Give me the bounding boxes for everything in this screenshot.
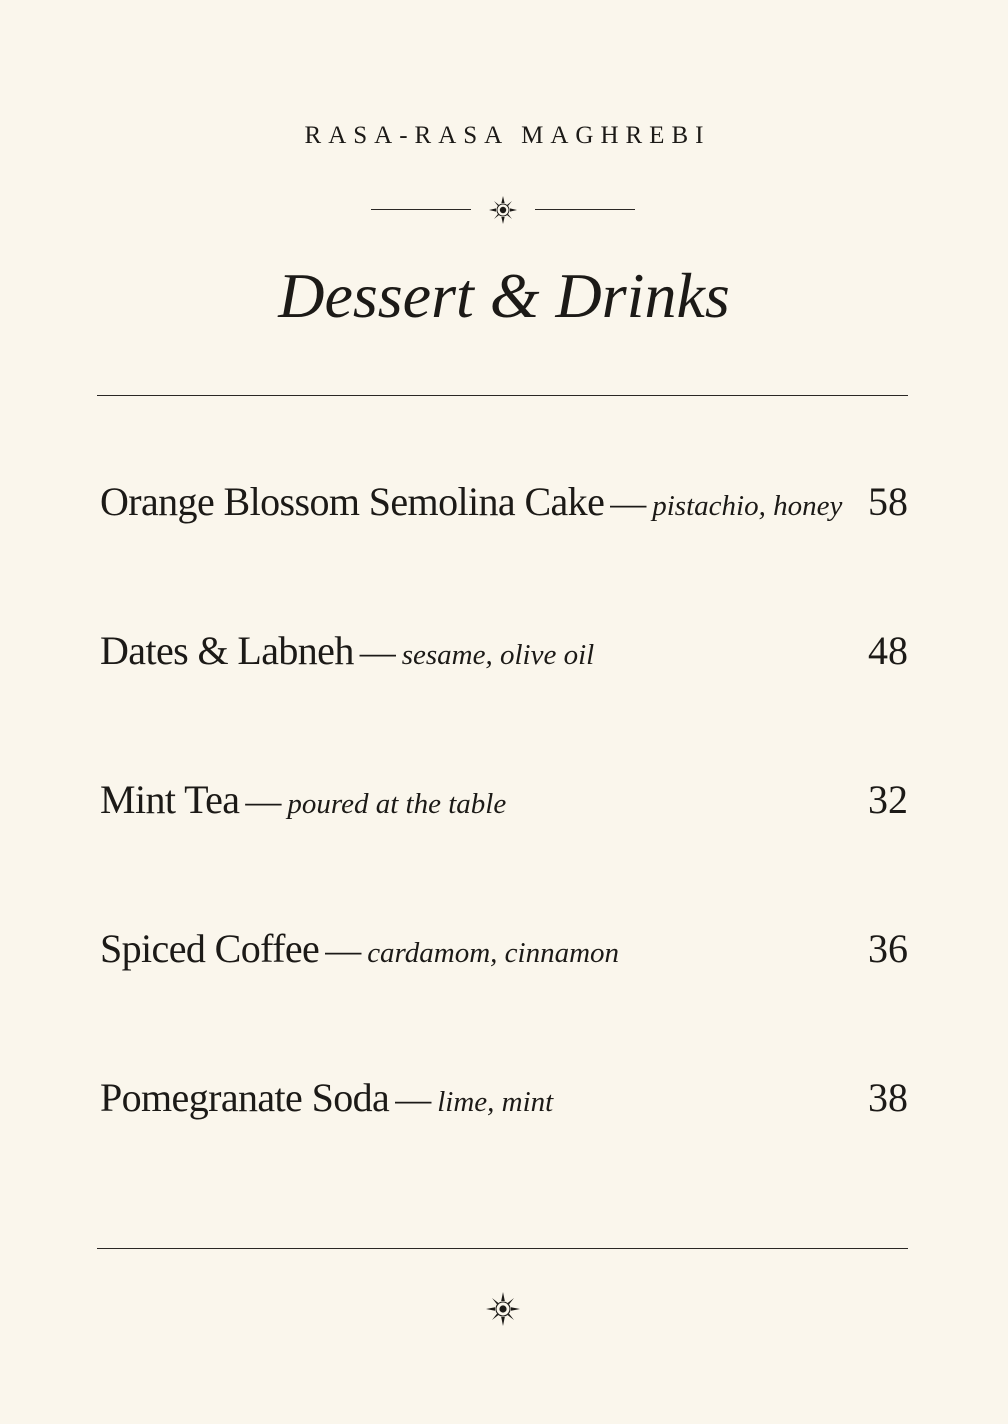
item-name: Orange Blossom Semolina Cake: [100, 479, 605, 524]
item-price: 58: [868, 479, 908, 524]
menu-list: [100, 470, 908, 1215]
item-description: pistachio, honey: [652, 490, 843, 522]
item-dash: —: [359, 632, 396, 672]
item-description: cardamom, cinnamon: [367, 937, 620, 969]
bottom-divider: [97, 1248, 908, 1249]
item-dash: —: [610, 483, 647, 523]
item-description: sesame, olive oil: [401, 639, 595, 671]
item-price: 36: [868, 926, 908, 971]
item-description: poured at the table: [287, 788, 507, 820]
item-name: Spiced Coffee: [100, 926, 320, 971]
item-name: Dates & Labneh: [100, 628, 354, 673]
top-divider: [97, 395, 908, 396]
item-price: 48: [868, 628, 908, 673]
star-medallion-icon: [484, 1290, 522, 1328]
item-description: lime, mint: [437, 1086, 554, 1118]
star-medallion-icon: [487, 194, 519, 226]
item-dash: —: [395, 1079, 432, 1119]
menu-item: [100, 768, 908, 917]
item-dash: —: [245, 781, 282, 821]
item-price: 38: [868, 1075, 908, 1120]
ornament-line-right: [535, 209, 635, 210]
item-name: Pomegranate Soda: [100, 1075, 390, 1120]
menu-item: [100, 917, 908, 1066]
item-name: Mint Tea: [100, 777, 240, 822]
ornament-line-left: [371, 209, 471, 210]
menu-item: [100, 619, 908, 768]
menu-item: [100, 1066, 908, 1215]
section-title: Dessert & Drinks: [278, 260, 730, 331]
header-ornament: [0, 194, 1008, 226]
restaurant-name: RASA-RASA MAGHREBI: [304, 122, 711, 149]
item-price: 32: [868, 777, 908, 822]
menu-item: [100, 470, 908, 619]
item-dash: —: [325, 930, 362, 970]
